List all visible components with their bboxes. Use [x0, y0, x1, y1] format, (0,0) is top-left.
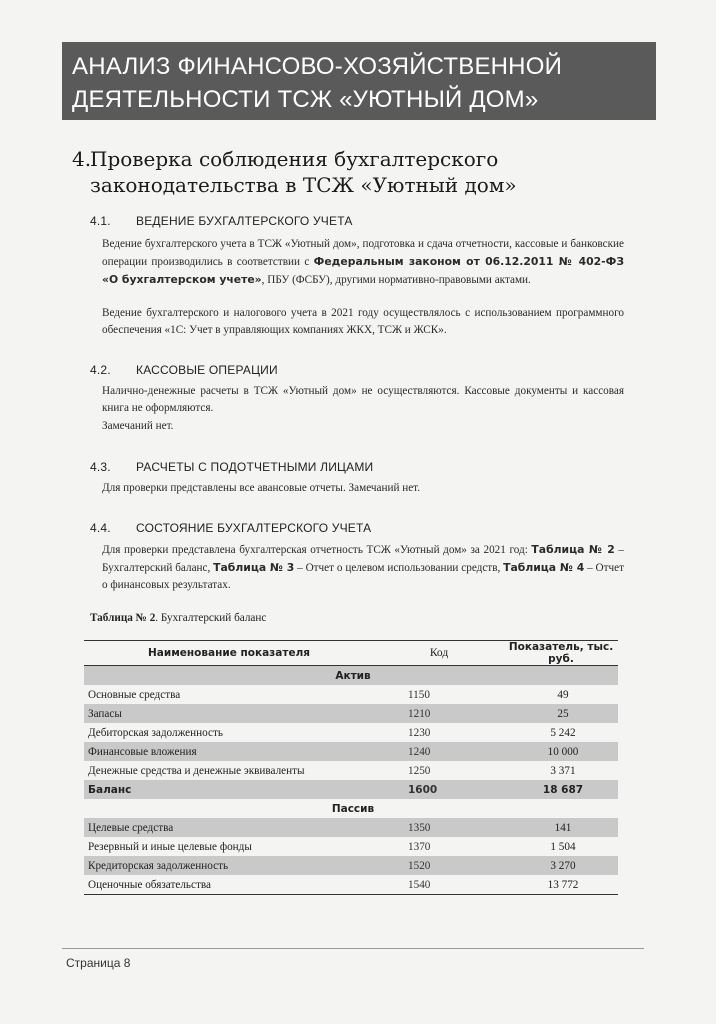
- row-name: Основные средства: [88, 688, 181, 701]
- group-label: Пассив: [331, 802, 375, 815]
- group-label: Актив: [84, 666, 618, 686]
- row-value: 18 687: [504, 780, 618, 799]
- row-name: Запасы: [84, 704, 374, 723]
- row-value: 13 772: [504, 875, 618, 895]
- row-value: 3 371: [550, 764, 576, 777]
- section-title-4-2: [90, 363, 278, 377]
- table-ref: Таблица № 4: [503, 561, 585, 574]
- table-caption-number: Таблица № 2: [90, 612, 156, 624]
- balance-table: [84, 640, 618, 895]
- row-value: 49: [557, 688, 569, 701]
- page-number: Страница 8: [66, 956, 131, 970]
- chapter-number: 4.: [72, 147, 92, 171]
- table-caption-text: . Бухгалтерский баланс: [155, 612, 267, 624]
- section-4-2-paragraph-1: Налично-денежные расчеты в ТСЖ «Уютный дом» не осуществляются. Кассовые документы и кассовая книга не оформляются.: [102, 385, 624, 414]
- chapter-title-line-2: законодательства в ТСЖ «Уютный дом»: [90, 173, 517, 197]
- section-4-1-paragraph-2: Ведение бухгалтерского и налогового учета в 2021 году осуществлялось с использованием программного обеспечения «1С: Учет в управляющих компаниях ЖКХ, ТСЖ и ЖСК».: [102, 307, 624, 336]
- row-name: Баланс: [84, 780, 374, 799]
- text-run: – Отчет о целевом использовании средств,: [294, 562, 504, 574]
- row-name: Дебиторская задолженность: [88, 726, 223, 739]
- balance-total-row: [84, 780, 618, 799]
- section-title-text: ВЕДЕНИЕ БУХГАЛТЕРСКОГО УЧЕТА: [136, 214, 353, 228]
- row-name: Финансовые вложения: [84, 742, 374, 761]
- table-ref: Таблица № 2: [531, 543, 615, 556]
- row-name: Резервный и иные целевые фонды: [88, 840, 252, 853]
- section-4-4-paragraph-1: [102, 541, 624, 594]
- table-row: [84, 875, 618, 895]
- table-row: [84, 723, 618, 742]
- row-name: Кредиторская задолженность: [84, 856, 374, 875]
- row-name: Целевые средства: [84, 818, 374, 837]
- row-code: 1370: [408, 840, 431, 853]
- footer-divider: [62, 948, 644, 949]
- section-title-text: СОСТОЯНИЕ БУХГАЛТЕРСКОГО УЧЕТА: [136, 521, 372, 535]
- table-row: [84, 742, 618, 761]
- row-code: 1520: [374, 856, 504, 875]
- table-row: [84, 704, 618, 723]
- row-value: 25: [504, 704, 618, 723]
- row-value: 5 242: [550, 726, 576, 739]
- column-header-name: Наименование показателя: [84, 641, 374, 666]
- group-row-assets: [84, 666, 618, 686]
- table-caption: [90, 612, 266, 624]
- row-code: 1250: [408, 764, 431, 777]
- chapter-heading: [72, 146, 632, 198]
- row-name: Оценочные обязательства: [84, 875, 374, 895]
- text-run: Ведение бухгалтерского учета в ТСЖ «Уютный дом», подготовка и сдача отчетности, кассовые и банковские операции производились в соответствии с: [102, 238, 624, 268]
- table-header-row: [84, 641, 618, 666]
- chapter-title-line-1: Проверка соблюдения бухгалтерского: [90, 147, 499, 171]
- banner-line-1: АНАЛИЗ ФИНАНСОВО-ХОЗЯЙСТВЕННОЙ: [72, 53, 563, 80]
- banner-line-2: ДЕЯТЕЛЬНОСТИ ТСЖ «УЮТНЫЙ ДОМ»: [72, 86, 539, 113]
- row-value: 10 000: [504, 742, 618, 761]
- row-code: 1540: [374, 875, 504, 895]
- row-value: 3 270: [504, 856, 618, 875]
- column-header-code: Код: [374, 641, 504, 666]
- row-code: 1240: [374, 742, 504, 761]
- row-name: Денежные средства и денежные эквиваленты: [88, 764, 305, 777]
- text-run: – Бухгалтерский баланс,: [102, 544, 624, 574]
- table-row: [84, 818, 618, 837]
- section-4-3-paragraph-1: Для проверки представлены все авансовые отчеты. Замечаний нет.: [102, 482, 421, 494]
- column-header-value: Показатель, тыс. руб.: [504, 641, 618, 666]
- document-banner: [62, 42, 656, 120]
- row-value: 1 504: [550, 840, 576, 853]
- section-number: 4.3.: [90, 460, 111, 474]
- group-row-liabilities: [84, 799, 618, 818]
- section-4-1-paragraph-1: [102, 236, 624, 289]
- row-value: 141: [504, 818, 618, 837]
- row-code: 1600: [374, 780, 504, 799]
- section-title-4-3: [90, 460, 373, 474]
- section-number: 4.2.: [90, 363, 111, 377]
- row-code: 1230: [408, 726, 431, 739]
- table-row: [84, 761, 618, 780]
- table-row: [84, 685, 618, 704]
- row-code: 1150: [408, 688, 430, 701]
- table-row: [84, 837, 618, 856]
- text-run: , ПБУ (ФСБУ), другими нормативно-правовыми актами.: [261, 274, 531, 286]
- text-run: – Отчет о финансовых результатах.: [102, 562, 625, 591]
- section-number: 4.1.: [90, 214, 111, 228]
- row-code: 1210: [374, 704, 504, 723]
- section-title-4-4: [90, 521, 371, 535]
- table-ref: Таблица № 3: [213, 561, 295, 574]
- section-title-text: КАССОВЫЕ ОПЕРАЦИИ: [136, 363, 278, 377]
- table-row: [84, 856, 618, 875]
- text-run: Для проверки представлена бухгалтерская отчетность ТСЖ «Уютный дом» за 2021 год:: [102, 544, 532, 556]
- section-number: 4.4.: [90, 521, 111, 535]
- section-title-text: РАСЧЕТЫ С ПОДОТЧЕТНЫМИ ЛИЦАМИ: [136, 460, 374, 474]
- section-title-4-1: [90, 214, 353, 228]
- law-reference: Федеральным законом от 06.12.2011 № 402-ФЗ «О бухгалтерском учете»: [102, 255, 624, 286]
- row-code: 1350: [374, 818, 504, 837]
- section-4-2-paragraph-2: Замечаний нет.: [102, 420, 174, 432]
